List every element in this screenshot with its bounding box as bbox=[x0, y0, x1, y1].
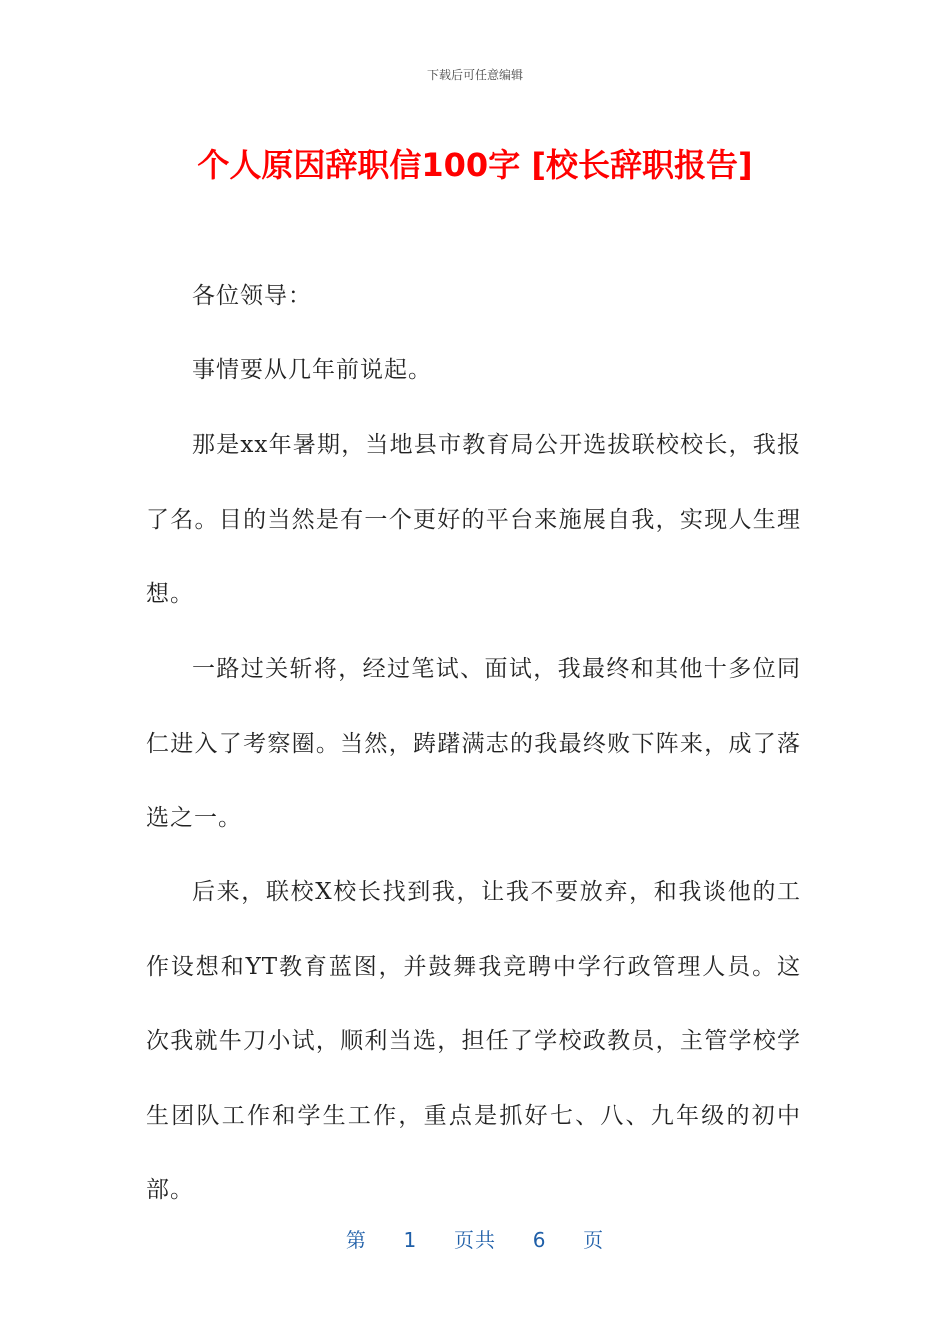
paragraph-text: 一路过关斩将，经过笔试、面试，我最终和其他十多位同仁进入了考察圈。当然，踌躇满志的我最终败下阵来，成了落选之一。 bbox=[146, 656, 801, 831]
paragraph-1 bbox=[146, 333, 801, 408]
paragraph-text: 事情要从几年前说起。 bbox=[192, 357, 432, 383]
page-number: 1 bbox=[403, 1228, 418, 1252]
page-middle: 页共 bbox=[454, 1228, 496, 1252]
document-title: 个人原因辞职信100字 [校长辞职报告] bbox=[197, 146, 753, 184]
salutation-text: 各位领导： bbox=[192, 283, 312, 309]
paragraph-text: 后来，联校X校长找到我，让我不要放弃，和我谈他的工作设想和YT教育蓝图，并鼓舞我竞聘中学行政管理人员。这次我就牛刀小试，顺利当选，担任了学校政教员，主管学校学生团队工作和学生工作，重点是抓好七、八、九年级的初中部。 bbox=[146, 879, 801, 1203]
page-suffix: 页 bbox=[583, 1228, 605, 1252]
page-footer bbox=[0, 1224, 950, 1253]
salutation bbox=[146, 259, 801, 334]
paragraph-3 bbox=[146, 632, 801, 856]
header-note: 下载后可任意编辑 bbox=[426, 68, 523, 82]
page-prefix: 第 bbox=[345, 1228, 367, 1252]
paragraph-2 bbox=[146, 408, 801, 632]
page-total: 6 bbox=[532, 1228, 547, 1252]
paragraph-4 bbox=[146, 855, 801, 1228]
paragraph-text: 那是xx年暑期，当地县市教育局公开选拔联校校长，我报了名。目的当然是有一个更好的平台来施展自我，实现人生理想。 bbox=[146, 432, 801, 607]
